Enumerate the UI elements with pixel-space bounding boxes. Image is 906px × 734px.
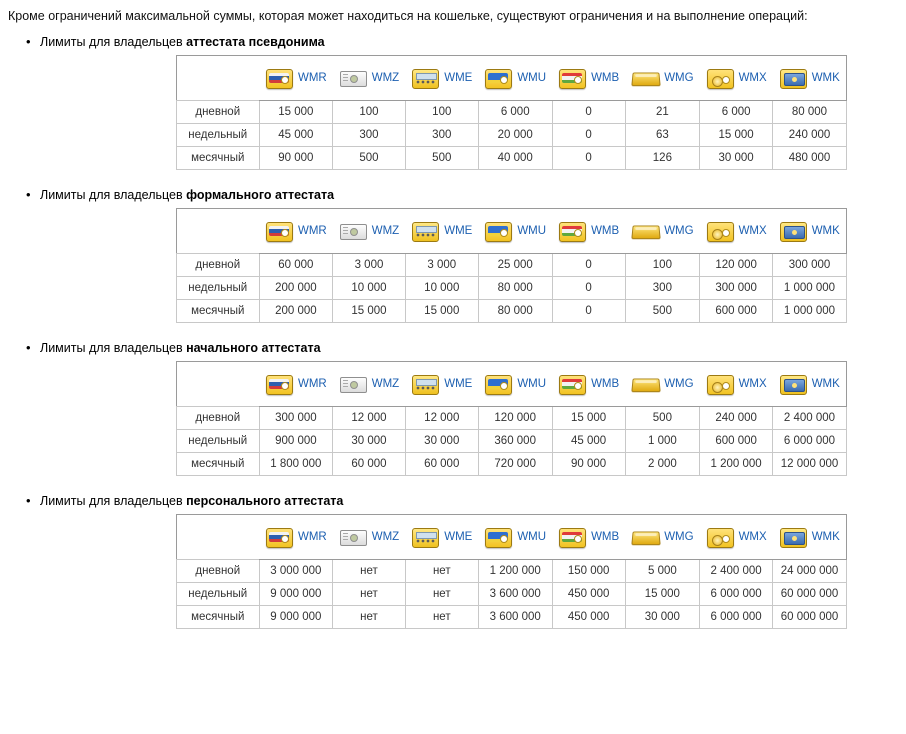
banknote-wmz-icon bbox=[339, 373, 367, 395]
column-header-wmz bbox=[333, 56, 405, 101]
table-row bbox=[177, 407, 847, 430]
row-label: месячный bbox=[177, 300, 260, 323]
currency-code-label: WMU bbox=[517, 531, 547, 543]
limit-value-cell: 30 000 bbox=[700, 147, 773, 170]
row-label: месячный bbox=[177, 606, 260, 629]
table-row bbox=[177, 254, 847, 277]
limit-value-cell: 15 000 bbox=[259, 101, 333, 124]
limit-value-cell: 600 000 bbox=[700, 430, 773, 453]
limit-value-cell: 6 000 000 bbox=[700, 583, 773, 606]
limit-value-cell: 15 000 bbox=[333, 300, 405, 323]
currency-code-label: WMK bbox=[811, 72, 840, 84]
wallet-wmb-icon bbox=[558, 373, 586, 395]
currency-code-label: WMZ bbox=[371, 378, 400, 390]
column-header-wmr bbox=[259, 362, 333, 407]
wallet-wmu-icon bbox=[484, 373, 512, 395]
limit-value-cell: 240 000 bbox=[700, 407, 773, 430]
banknote-wmz-icon bbox=[339, 67, 367, 89]
gold-bar-wmg-icon bbox=[631, 373, 659, 395]
limit-value-cell: 3 000 bbox=[333, 254, 405, 277]
calculator-wme-icon bbox=[411, 67, 439, 89]
wallet-wmu-icon bbox=[484, 67, 512, 89]
section-heading-prefix: Лимиты для владельцев bbox=[40, 188, 187, 202]
column-header-wmu bbox=[478, 56, 552, 101]
table-header-row bbox=[177, 209, 847, 254]
limit-value-cell: 25 000 bbox=[478, 254, 552, 277]
limit-value-cell: 200 000 bbox=[259, 300, 333, 323]
limit-value-cell: 60 000 bbox=[333, 453, 405, 476]
wallet-coin-wmx-icon bbox=[706, 373, 734, 395]
limit-value-cell: 300 000 bbox=[259, 407, 333, 430]
table-row bbox=[177, 277, 847, 300]
limits-table bbox=[176, 361, 847, 476]
limit-value-cell: 3 600 000 bbox=[478, 583, 552, 606]
column-header-wmb bbox=[552, 56, 625, 101]
column-header-wmx bbox=[700, 209, 773, 254]
limit-value-cell: 360 000 bbox=[478, 430, 552, 453]
currency-code-label: WMX bbox=[738, 378, 767, 390]
limit-value-cell: 500 bbox=[625, 407, 699, 430]
column-header-wme bbox=[405, 209, 478, 254]
section-heading-strong: формального аттестата bbox=[186, 188, 335, 202]
currency-code-label: WME bbox=[444, 225, 473, 237]
wallet-wmr-icon bbox=[265, 373, 293, 395]
currency-code-label: WMR bbox=[298, 225, 327, 237]
row-label: дневной bbox=[177, 407, 260, 430]
limit-value-cell: 30 000 bbox=[405, 430, 478, 453]
limit-value-cell: 80 000 bbox=[773, 101, 847, 124]
currency-code-label: WME bbox=[444, 531, 473, 543]
limits-table-wrapper bbox=[8, 55, 898, 170]
row-label: дневной bbox=[177, 101, 260, 124]
section-heading-text bbox=[40, 494, 343, 508]
wallet-wmr-icon bbox=[265, 67, 293, 89]
currency-code-label: WME bbox=[444, 72, 473, 84]
limit-value-cell: 126 bbox=[625, 147, 699, 170]
currency-code-label: WMU bbox=[517, 72, 547, 84]
limit-value-cell: 30 000 bbox=[625, 606, 699, 629]
limit-value-cell: 10 000 bbox=[333, 277, 405, 300]
wallet-card-wmk-icon bbox=[779, 526, 807, 548]
wallet-wmr-icon bbox=[265, 526, 293, 548]
limit-value-cell: 90 000 bbox=[259, 147, 333, 170]
limit-value-cell: 6 000 bbox=[700, 101, 773, 124]
wallet-wmb-icon bbox=[558, 526, 586, 548]
wallet-wmb-icon bbox=[558, 67, 586, 89]
limit-value-cell: 12 000 000 bbox=[773, 453, 847, 476]
table-row bbox=[177, 300, 847, 323]
row-label: недельный bbox=[177, 124, 260, 147]
limit-value-cell: 90 000 bbox=[552, 453, 625, 476]
column-header-wmr bbox=[259, 515, 333, 560]
limit-value-cell: 3 000 000 bbox=[259, 560, 333, 583]
limit-value-cell: 100 bbox=[405, 101, 478, 124]
limit-value-cell: 40 000 bbox=[478, 147, 552, 170]
wallet-card-wmk-icon bbox=[779, 220, 807, 242]
limit-value-cell: 300 000 bbox=[773, 254, 847, 277]
wallet-coin-wmx-icon bbox=[706, 526, 734, 548]
limit-value-cell: 240 000 bbox=[773, 124, 847, 147]
row-label: недельный bbox=[177, 277, 260, 300]
limit-value-cell: 15 000 bbox=[625, 583, 699, 606]
limit-value-cell: 80 000 bbox=[478, 277, 552, 300]
column-header-wmg bbox=[625, 56, 699, 101]
column-header-wmx bbox=[700, 56, 773, 101]
gold-bar-wmg-icon bbox=[631, 220, 659, 242]
limit-value-cell: 100 bbox=[625, 254, 699, 277]
limit-value-cell: 450 000 bbox=[552, 583, 625, 606]
wallet-wmb-icon bbox=[558, 220, 586, 242]
gold-bar-wmg-icon bbox=[631, 67, 659, 89]
column-header-wmg bbox=[625, 209, 699, 254]
limit-value-cell: 0 bbox=[552, 147, 625, 170]
currency-code-label: WMG bbox=[664, 378, 694, 390]
currency-code-label: WMG bbox=[664, 72, 694, 84]
limit-value-cell: 1 000 bbox=[625, 430, 699, 453]
column-header-wmg bbox=[625, 515, 699, 560]
limit-value-cell: 6 000 000 bbox=[773, 430, 847, 453]
limit-value-cell: 200 000 bbox=[259, 277, 333, 300]
limit-value-cell: 45 000 bbox=[552, 430, 625, 453]
table-row bbox=[177, 606, 847, 629]
column-header-wmz bbox=[333, 209, 405, 254]
limit-value-cell: 0 bbox=[552, 101, 625, 124]
bullet-icon: • bbox=[26, 187, 31, 202]
limit-value-cell: 3 000 bbox=[405, 254, 478, 277]
limit-value-cell: 300 000 bbox=[700, 277, 773, 300]
limit-value-cell: 15 000 bbox=[405, 300, 478, 323]
limits-section bbox=[8, 341, 898, 476]
column-header-wmk bbox=[773, 56, 847, 101]
limits-table bbox=[176, 208, 847, 323]
limit-value-cell: 2 000 bbox=[625, 453, 699, 476]
limit-value-cell: 3 600 000 bbox=[478, 606, 552, 629]
table-corner-cell bbox=[177, 209, 260, 254]
table-row bbox=[177, 124, 847, 147]
bullet-icon: • bbox=[26, 493, 31, 508]
limit-value-cell: 0 bbox=[552, 124, 625, 147]
limits-section bbox=[8, 494, 898, 629]
currency-code-label: WMZ bbox=[371, 225, 400, 237]
limit-value-cell: 30 000 bbox=[333, 430, 405, 453]
limit-value-cell: 6 000 bbox=[478, 101, 552, 124]
section-heading-strong: начального аттестата bbox=[186, 341, 321, 355]
currency-code-label: WMB bbox=[591, 378, 620, 390]
section-heading-strong: персонального аттестата bbox=[186, 494, 344, 508]
limits-table-wrapper bbox=[8, 361, 898, 476]
sections-container bbox=[8, 35, 898, 629]
section-heading bbox=[8, 35, 898, 49]
limit-value-cell: 10 000 bbox=[405, 277, 478, 300]
limit-value-cell: 300 bbox=[333, 124, 405, 147]
limit-value-cell: 720 000 bbox=[478, 453, 552, 476]
limit-value-cell: 120 000 bbox=[700, 254, 773, 277]
limit-value-cell: 120 000 bbox=[478, 407, 552, 430]
table-row bbox=[177, 453, 847, 476]
limit-value-cell: 500 bbox=[625, 300, 699, 323]
limit-value-cell: 60 000 bbox=[405, 453, 478, 476]
limit-value-cell: 0 bbox=[552, 277, 625, 300]
limit-value-cell: нет bbox=[333, 583, 405, 606]
table-row bbox=[177, 101, 847, 124]
currency-code-label: WMR bbox=[298, 531, 327, 543]
limit-value-cell: 0 bbox=[552, 254, 625, 277]
currency-code-label: WME bbox=[444, 378, 473, 390]
column-header-wmr bbox=[259, 209, 333, 254]
limit-value-cell: 45 000 bbox=[259, 124, 333, 147]
limit-value-cell: нет bbox=[333, 606, 405, 629]
currency-code-label: WMB bbox=[591, 225, 620, 237]
limit-value-cell: 12 000 bbox=[333, 407, 405, 430]
table-header-row bbox=[177, 515, 847, 560]
column-header-wmg bbox=[625, 362, 699, 407]
table-corner-cell bbox=[177, 515, 260, 560]
currency-code-label: WMR bbox=[298, 378, 327, 390]
limit-value-cell: 15 000 bbox=[552, 407, 625, 430]
limit-value-cell: 80 000 bbox=[478, 300, 552, 323]
column-header-wmu bbox=[478, 362, 552, 407]
wallet-wmr-icon bbox=[265, 220, 293, 242]
limit-value-cell: 21 bbox=[625, 101, 699, 124]
section-heading-text bbox=[40, 35, 325, 49]
section-heading-prefix: Лимиты для владельцев bbox=[40, 341, 187, 355]
section-heading-prefix: Лимиты для владельцев bbox=[40, 35, 187, 49]
wallet-wmu-icon bbox=[484, 220, 512, 242]
section-heading-strong: аттестата псевдонима bbox=[186, 35, 325, 49]
row-label: недельный bbox=[177, 583, 260, 606]
bullet-icon: • bbox=[26, 34, 31, 49]
column-header-wmx bbox=[700, 515, 773, 560]
column-header-wmk bbox=[773, 515, 847, 560]
column-header-wmz bbox=[333, 515, 405, 560]
currency-code-label: WMG bbox=[664, 531, 694, 543]
limit-value-cell: 60 000 bbox=[259, 254, 333, 277]
banknote-wmz-icon bbox=[339, 220, 367, 242]
limit-value-cell: 60 000 000 bbox=[773, 583, 847, 606]
limit-value-cell: 1 200 000 bbox=[700, 453, 773, 476]
limit-value-cell: 12 000 bbox=[405, 407, 478, 430]
intro-paragraph: Кроме ограничений максимальной суммы, которая может находиться на кошельке, существуют ограничения и на выполнение операций: bbox=[8, 9, 808, 23]
limit-value-cell: 2 400 000 bbox=[773, 407, 847, 430]
column-header-wmk bbox=[773, 209, 847, 254]
limits-table-wrapper bbox=[8, 208, 898, 323]
limits-table bbox=[176, 514, 847, 629]
column-header-wmb bbox=[552, 515, 625, 560]
table-row bbox=[177, 583, 847, 606]
limit-value-cell: 150 000 bbox=[552, 560, 625, 583]
limit-value-cell: 15 000 bbox=[700, 124, 773, 147]
section-heading-prefix: Лимиты для владельцев bbox=[40, 494, 187, 508]
row-label: дневной bbox=[177, 560, 260, 583]
table-corner-cell bbox=[177, 362, 260, 407]
column-header-wmz bbox=[333, 362, 405, 407]
row-label: месячный bbox=[177, 453, 260, 476]
table-corner-cell bbox=[177, 56, 260, 101]
table-row bbox=[177, 430, 847, 453]
calculator-wme-icon bbox=[411, 373, 439, 395]
limits-section bbox=[8, 188, 898, 323]
section-heading bbox=[8, 188, 898, 202]
column-header-wmu bbox=[478, 515, 552, 560]
column-header-wmb bbox=[552, 362, 625, 407]
banknote-wmz-icon bbox=[339, 526, 367, 548]
limits-table bbox=[176, 55, 847, 170]
wallet-card-wmk-icon bbox=[779, 373, 807, 395]
limit-value-cell: 1 200 000 bbox=[478, 560, 552, 583]
currency-code-label: WMK bbox=[811, 531, 840, 543]
limit-value-cell: нет bbox=[405, 583, 478, 606]
column-header-wme bbox=[405, 362, 478, 407]
limit-value-cell: нет bbox=[405, 606, 478, 629]
row-label: дневной bbox=[177, 254, 260, 277]
limit-value-cell: 20 000 bbox=[478, 124, 552, 147]
table-row bbox=[177, 147, 847, 170]
currency-code-label: WMZ bbox=[371, 72, 400, 84]
column-header-wme bbox=[405, 515, 478, 560]
row-label: месячный bbox=[177, 147, 260, 170]
table-row bbox=[177, 560, 847, 583]
limit-value-cell: 480 000 bbox=[773, 147, 847, 170]
column-header-wmb bbox=[552, 209, 625, 254]
limits-table-wrapper bbox=[8, 514, 898, 629]
table-header-row bbox=[177, 362, 847, 407]
section-heading-text bbox=[40, 188, 334, 202]
limit-value-cell: 24 000 000 bbox=[773, 560, 847, 583]
currency-code-label: WMX bbox=[738, 225, 767, 237]
section-heading bbox=[8, 341, 898, 355]
currency-code-label: WMK bbox=[811, 378, 840, 390]
limit-value-cell: 100 bbox=[333, 101, 405, 124]
limit-value-cell: нет bbox=[333, 560, 405, 583]
limit-value-cell: 5 000 bbox=[625, 560, 699, 583]
calculator-wme-icon bbox=[411, 526, 439, 548]
limit-value-cell: 1 800 000 bbox=[259, 453, 333, 476]
limit-value-cell: 500 bbox=[405, 147, 478, 170]
currency-code-label: WMK bbox=[811, 225, 840, 237]
wallet-coin-wmx-icon bbox=[706, 220, 734, 242]
limit-value-cell: 500 bbox=[333, 147, 405, 170]
wallet-wmu-icon bbox=[484, 526, 512, 548]
limit-value-cell: 2 400 000 bbox=[700, 560, 773, 583]
limit-value-cell: 1 000 000 bbox=[773, 277, 847, 300]
limit-value-cell: 1 000 000 bbox=[773, 300, 847, 323]
column-header-wmk bbox=[773, 362, 847, 407]
bullet-icon: • bbox=[26, 340, 31, 355]
limit-value-cell: 6 000 000 bbox=[700, 606, 773, 629]
gold-bar-wmg-icon bbox=[631, 526, 659, 548]
wallet-coin-wmx-icon bbox=[706, 67, 734, 89]
currency-code-label: WMX bbox=[738, 72, 767, 84]
table-header-row bbox=[177, 56, 847, 101]
currency-code-label: WMB bbox=[591, 72, 620, 84]
currency-code-label: WMU bbox=[517, 225, 547, 237]
currency-code-label: WMG bbox=[664, 225, 694, 237]
column-header-wme bbox=[405, 56, 478, 101]
row-label: недельный bbox=[177, 430, 260, 453]
calculator-wme-icon bbox=[411, 220, 439, 242]
limit-value-cell: 60 000 000 bbox=[773, 606, 847, 629]
section-heading-text bbox=[40, 341, 321, 355]
limits-section bbox=[8, 35, 898, 170]
column-header-wmr bbox=[259, 56, 333, 101]
limit-value-cell: 300 bbox=[405, 124, 478, 147]
column-header-wmx bbox=[700, 362, 773, 407]
limit-value-cell: 900 000 bbox=[259, 430, 333, 453]
limit-value-cell: 0 bbox=[552, 300, 625, 323]
limit-value-cell: 9 000 000 bbox=[259, 606, 333, 629]
limit-value-cell: 600 000 bbox=[700, 300, 773, 323]
limit-value-cell: 63 bbox=[625, 124, 699, 147]
limit-value-cell: 450 000 bbox=[552, 606, 625, 629]
limit-value-cell: 9 000 000 bbox=[259, 583, 333, 606]
column-header-wmu bbox=[478, 209, 552, 254]
currency-code-label: WMB bbox=[591, 531, 620, 543]
currency-code-label: WMU bbox=[517, 378, 547, 390]
section-heading bbox=[8, 494, 898, 508]
limit-value-cell: 300 bbox=[625, 277, 699, 300]
currency-code-label: WMX bbox=[738, 531, 767, 543]
currency-code-label: WMR bbox=[298, 72, 327, 84]
limit-value-cell: нет bbox=[405, 560, 478, 583]
wallet-card-wmk-icon bbox=[779, 67, 807, 89]
currency-code-label: WMZ bbox=[371, 531, 400, 543]
